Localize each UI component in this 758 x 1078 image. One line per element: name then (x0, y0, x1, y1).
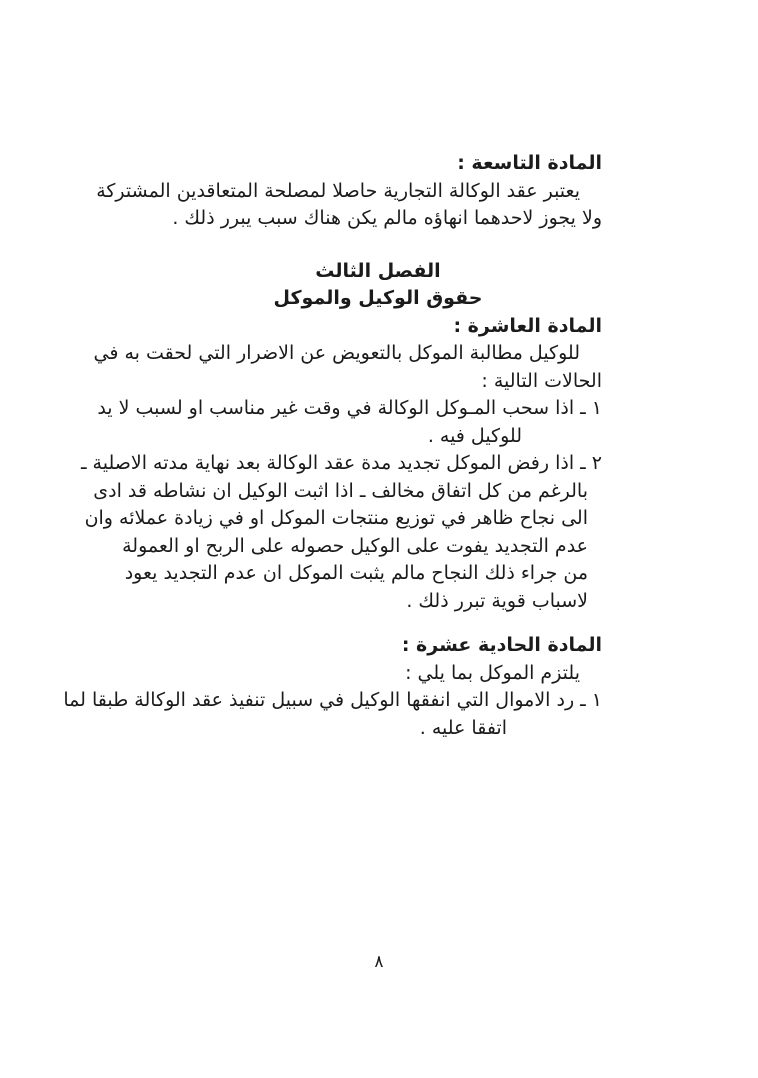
article-10-intro-line-1: للوكيل مطالبة الموكل بالتعويض عن الاضرار التي لحقت به في (93, 342, 580, 364)
chapter-3-subtitle: حقوق الوكيل والموكل (273, 287, 483, 309)
article-10-item-2-line-3: الى نجاح ظاهر في توزيع منتجات الموكل او في زيادة عملائه وان (84, 507, 588, 529)
article-11-item-1-line-2: اتفقا عليه . (419, 716, 507, 739)
article-10-item-1-line-1: ١ ـ اذا سحب المـوكل الوكالة في وقت غير مناسب او لسبب لا يد (97, 397, 602, 419)
article-10-item-2-line-5: من جراء ذلك النجاح مالم يثبت الموكل ان عدم التجديد يعود (124, 562, 588, 584)
article-10-item-2-line-4: عدم التجديد يفوت على الوكيل حصوله على الربح او العمولة (122, 534, 588, 557)
page-number: ٨ (374, 952, 384, 972)
article-10-item-1-line-2: للوكيل فيه . (427, 424, 522, 447)
text-column (63, 150, 602, 742)
chapter-3-title: الفصل الثالث (315, 259, 441, 282)
article-10-intro-line-2: الحالات التالية : (481, 369, 602, 392)
article-9-body-line-1: يعتبر عقد الوكالة التجارية حاصلا لمصلحة المتعاقدين المشتركة (96, 179, 580, 202)
article-10-item-2-line-6: لاسباب قوية تبرر ذلك . (406, 589, 588, 612)
article-10-item-2-line-2: بالرغم من كل اتفاق مخالف ـ اذا اثبت الوكيل ان نشاطه قد ادى (93, 479, 588, 502)
article-10-item-2-line-1: ٢ ـ اذا رفض الموكل تجديد مدة عقد الوكالة بعد نهاية مدته الاصلية ـ (80, 452, 602, 474)
article-9-body-line-2: ولا يجوز لاحدهما انهاؤه مالم يكن هناك سبب يبرر ذلك . (172, 207, 602, 229)
article-11-intro: يلتزم الموكل بما يلي : (405, 661, 580, 684)
article-9-heading: المادة التاسعة : (457, 152, 602, 174)
article-11-item-1-line-1: ١ ـ رد الاموال التي انفقها الوكيل في سبيل تنفيذ عقد الوكالة طبقا لما (63, 689, 602, 711)
article-11-heading: المادة الحادية عشرة : (401, 634, 602, 656)
article-10-heading: المادة العاشرة : (453, 314, 602, 337)
